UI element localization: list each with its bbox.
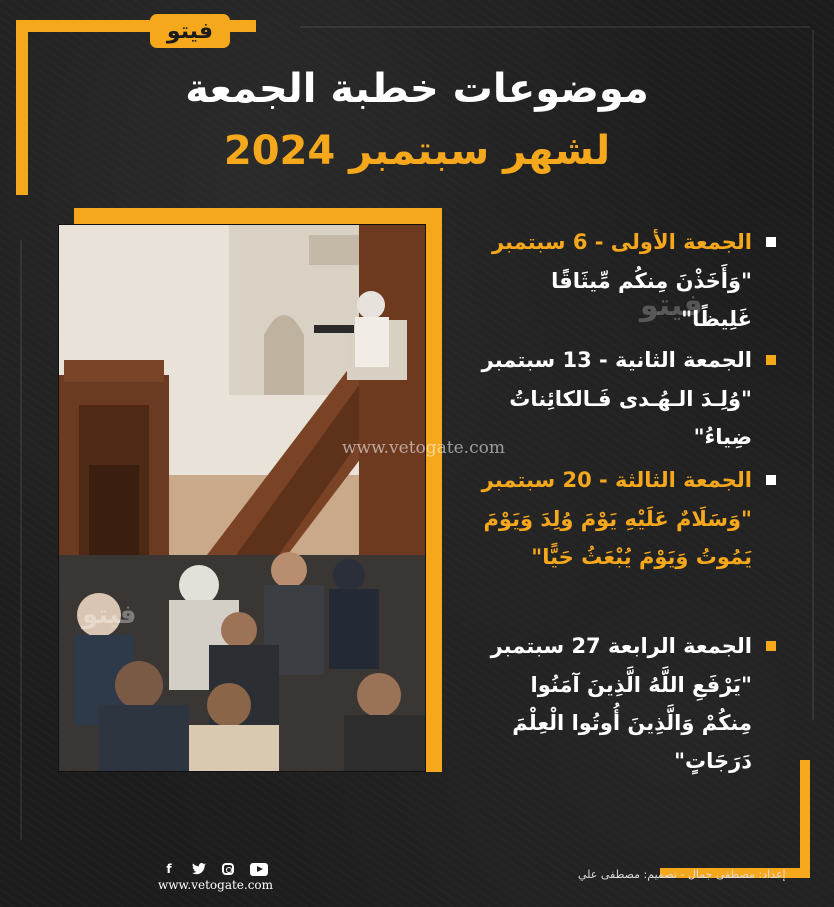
watermark-logo: فيتو <box>82 600 137 630</box>
page-title: موضوعات خطبة الجمعة <box>185 66 649 112</box>
sermon-date: الجمعة الثانية - 13 سبتمبر <box>481 348 752 372</box>
bullet-square-icon <box>766 237 776 247</box>
page-subtitle: لشهر سبتمبر 2024 <box>223 128 611 174</box>
sermon-item-4 <box>476 632 776 780</box>
footer-credit: إعداد: مصطفى جمال - تصميم: مصطفى علي <box>578 868 786 881</box>
bullet-square-icon <box>766 475 776 485</box>
watermark-url: www.vetogate.com <box>342 438 505 458</box>
divider <box>20 240 22 840</box>
instagram-icon[interactable] <box>222 863 234 875</box>
facebook-icon[interactable]: f <box>166 862 172 876</box>
sermon-topic: "وَسَلَامٌ عَلَيْهِ يَوْمَ وُلِدَ وَيَوْمَ يَمُوتُ وَيَوْمَ يُبْعَثُ حَيًّا" <box>483 507 752 569</box>
twitter-icon[interactable] <box>192 862 206 876</box>
sermon-item-2 <box>476 346 776 456</box>
sermon-item-3 <box>476 466 776 576</box>
mosque-photo-illustration <box>59 225 425 771</box>
sermon-topic: "يَرْفَعِ اللَّهُ الَّذِينَ آمَنُوا مِنكُمْ وَالَّذِينَ أُوتُوا الْعِلْمَ دَرَجَاتٍ" <box>512 673 752 773</box>
bullet-square-icon <box>766 355 776 365</box>
mosque-sermon-photo <box>58 224 426 772</box>
social-icons <box>162 862 268 876</box>
sermon-date: الجمعة الرابعة 27 سبتمبر <box>490 634 752 658</box>
watermark-logo: فيتو <box>640 288 703 323</box>
sermon-topic: "وَأَخَذْنَ مِنكُم مِّيثَاقًا غَلِيظًا" <box>551 269 752 331</box>
sermon-item-1 <box>476 228 776 338</box>
sermon-date: الجمعة الثالثة - 20 سبتمبر <box>481 468 752 492</box>
frame-right-accent <box>800 760 810 878</box>
bullet-square-icon <box>766 641 776 651</box>
divider <box>300 26 810 28</box>
youtube-icon[interactable] <box>250 863 268 876</box>
brand-logo-text: فيتو <box>166 18 214 44</box>
sermon-date: الجمعة الأولى - 6 سبتمبر <box>491 230 752 254</box>
footer-url[interactable]: www.vetogate.com <box>158 878 274 892</box>
brand-logo <box>150 14 230 48</box>
sermon-topic: "وُلِـدَ الـهُـدى فَـالكائِناتُ ضِياءُ" <box>509 387 752 449</box>
